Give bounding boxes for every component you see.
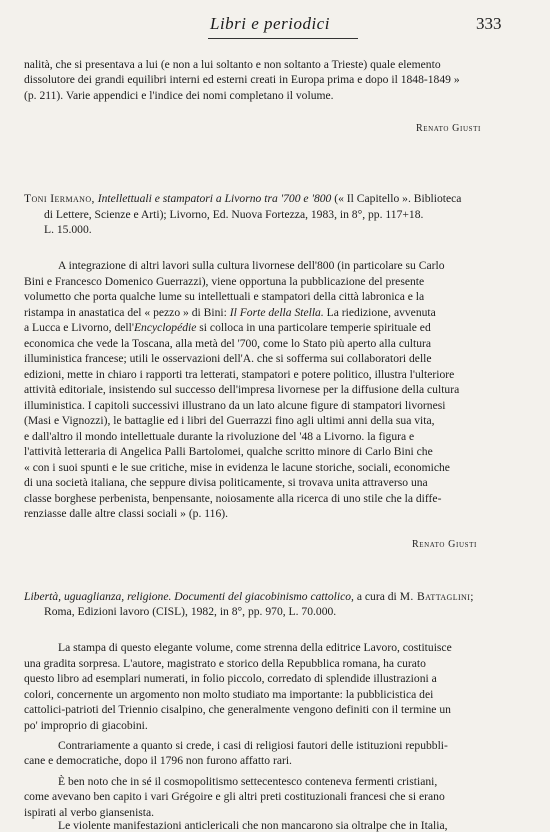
text-line: ispirati al verbo giansenista. — [24, 806, 155, 819]
text-line: cane e democratiche, dopo il 1796 non furono affatto rari. — [24, 754, 292, 767]
text-line: È ben noto che in sé il cosmopolitismo settecentesco conteneva fermenti cristiani, — [58, 775, 438, 788]
text-line: volumetto che porta qualche lume su intellettuali e stampatori della città labronica e la — [24, 290, 425, 303]
header-rule — [208, 38, 358, 39]
text-line: colori, concernente un argomento non molto studiato ma importante: la pubblicistica dei — [24, 688, 434, 701]
text-line: questo libro ad esemplari numerati, in folio piccolo, corredato di splendide illustrazioni a — [24, 672, 437, 685]
page-number: 333 — [476, 14, 502, 33]
text-line: Contrariamente a quanto si crede, i casi di religiosi fautori delle istituzioni repubbli- — [58, 739, 448, 752]
reviewer-signature: Renato Giusti — [412, 539, 477, 550]
text-line: cattolici-patrioti del Triennio cisalpino, che generalmente vengono definiti con il termine un — [24, 703, 451, 716]
text-line: ristampa in anastatica del « pezzo » di Bini: Il Forte della Stella. La riedizione, avvenuta — [24, 306, 436, 319]
text-line: (p. 211). Varie appendici e l'indice dei nomi completano il volume. — [24, 89, 334, 102]
text-line: e dall'altro il mondo intellettuale durante la rivoluzione del '48 a Livorno. la figura e — [24, 430, 415, 443]
text-line: renziasse dalle altre classi sociali » (p. 116). — [24, 507, 228, 520]
text-line: di una società italiana, che seppure divisa politicamente, si trovava unita attraverso una — [24, 476, 428, 489]
text-line: a Lucca e Livorno, dell'Encyclopédie si colloca in una particolare temperie spirituale ed — [24, 321, 431, 334]
text-line: Le violente manifestazioni anticlericali che non mancarono sia oltralpe che in Italia, — [58, 819, 448, 832]
bibliographic-entry: Toni Iermano, Intellettuali e stampatori a Livorno tra '700 e '800 (« Il Capitello ». Biblioteca — [24, 192, 462, 205]
text-line: (Masi e Vignozzi), le battaglie ed i libri del Guerrazzi fino agli ultimi anni della sua vita, — [24, 414, 435, 427]
text-line: La stampa di questo elegante volume, come strenna della editrice Lavoro, costituisce — [58, 641, 452, 654]
text-line: edizioni, mette in chiaro i rapporti tra letterati, stampatori e potere politico, illustra l'ulteriore — [24, 368, 455, 381]
text-line: economica che vede la Toscana, alla metà del '700, come lo Stato più aperto alla cultura — [24, 337, 432, 350]
text-line: l'attività letteraria di Angelica Palli Bartolomei, qualche scritto minore di Carlo Bini che — [24, 445, 433, 458]
text-line: dissolutore dei grandi equilibri interni ed esterni creati in Europa prima e dopo il 1848-1849 » — [24, 73, 460, 86]
book-title: Intellettuali e stampatori a Livorno tra '700 e '800 — [97, 192, 332, 205]
book-author: Toni Iermano, — [24, 192, 95, 205]
text-line: L. 15.000. — [44, 223, 92, 236]
text-line: po' improprio di giacobini. — [24, 719, 148, 732]
text-line: « con i suoi spunti e le sue critiche, mise in evidenza le lacune storiche, sociali, economiche — [24, 461, 450, 474]
text-line: illuministica. I capitoli successivi illustrano da un lato alcune figure di stampatori livornesi — [24, 399, 446, 412]
text-line: attività editoriale, insistendo sul successo dell'impresa livornese per la diffusione della cultura — [24, 383, 460, 396]
book-editor: M. Battaglini; — [399, 590, 474, 603]
text-line: come avevano ben capito i vari Grégoire e gli altri preti costituzionali francesi che si erano — [24, 790, 445, 803]
running-header-title: Libri e periodici — [210, 14, 330, 33]
bibliographic-entry: Libertà, uguaglianza, religione. Documenti del giacobinismo cattolico, a cura di M. Battaglini; — [24, 590, 474, 603]
reviewer-signature: Renato Giusti — [416, 123, 481, 134]
text-line: una gradita sorpresa. L'autore, magistrato e storico della Repubblica romana, ha curato — [24, 657, 426, 670]
text-line: classe borghese perbenista, benpensante, noiosamente alla ricerca di uno stile che la diffe- — [24, 492, 442, 505]
text-line: nalità, che si presentava a lui (e non a lui soltanto e non soltanto a Trieste) quale elemento — [24, 58, 441, 71]
text-line: Bini e Francesco Domenico Guerrazzi), viene opportuna la pubblicazione del presente — [24, 275, 425, 288]
text-line: illuministica francese; utili le osservazioni dell'A. che si sofferma sui collaboratori delle — [24, 352, 432, 365]
book-title: Libertà, uguaglianza, religione. Documenti del giacobinismo cattolico, — [24, 590, 354, 603]
text-line: Roma, Edizioni lavoro (CISL), 1982, in 8°, pp. 970, L. 70.000. — [44, 605, 337, 618]
text-line: di Lettere, Scienze e Arti); Livorno, Ed. Nuova Fortezza, 1983, in 8°, pp. 117+18. — [44, 208, 424, 221]
text-line: A integrazione di altri lavori sulla cultura livornese dell'800 (in particolare su Carlo — [58, 259, 445, 272]
